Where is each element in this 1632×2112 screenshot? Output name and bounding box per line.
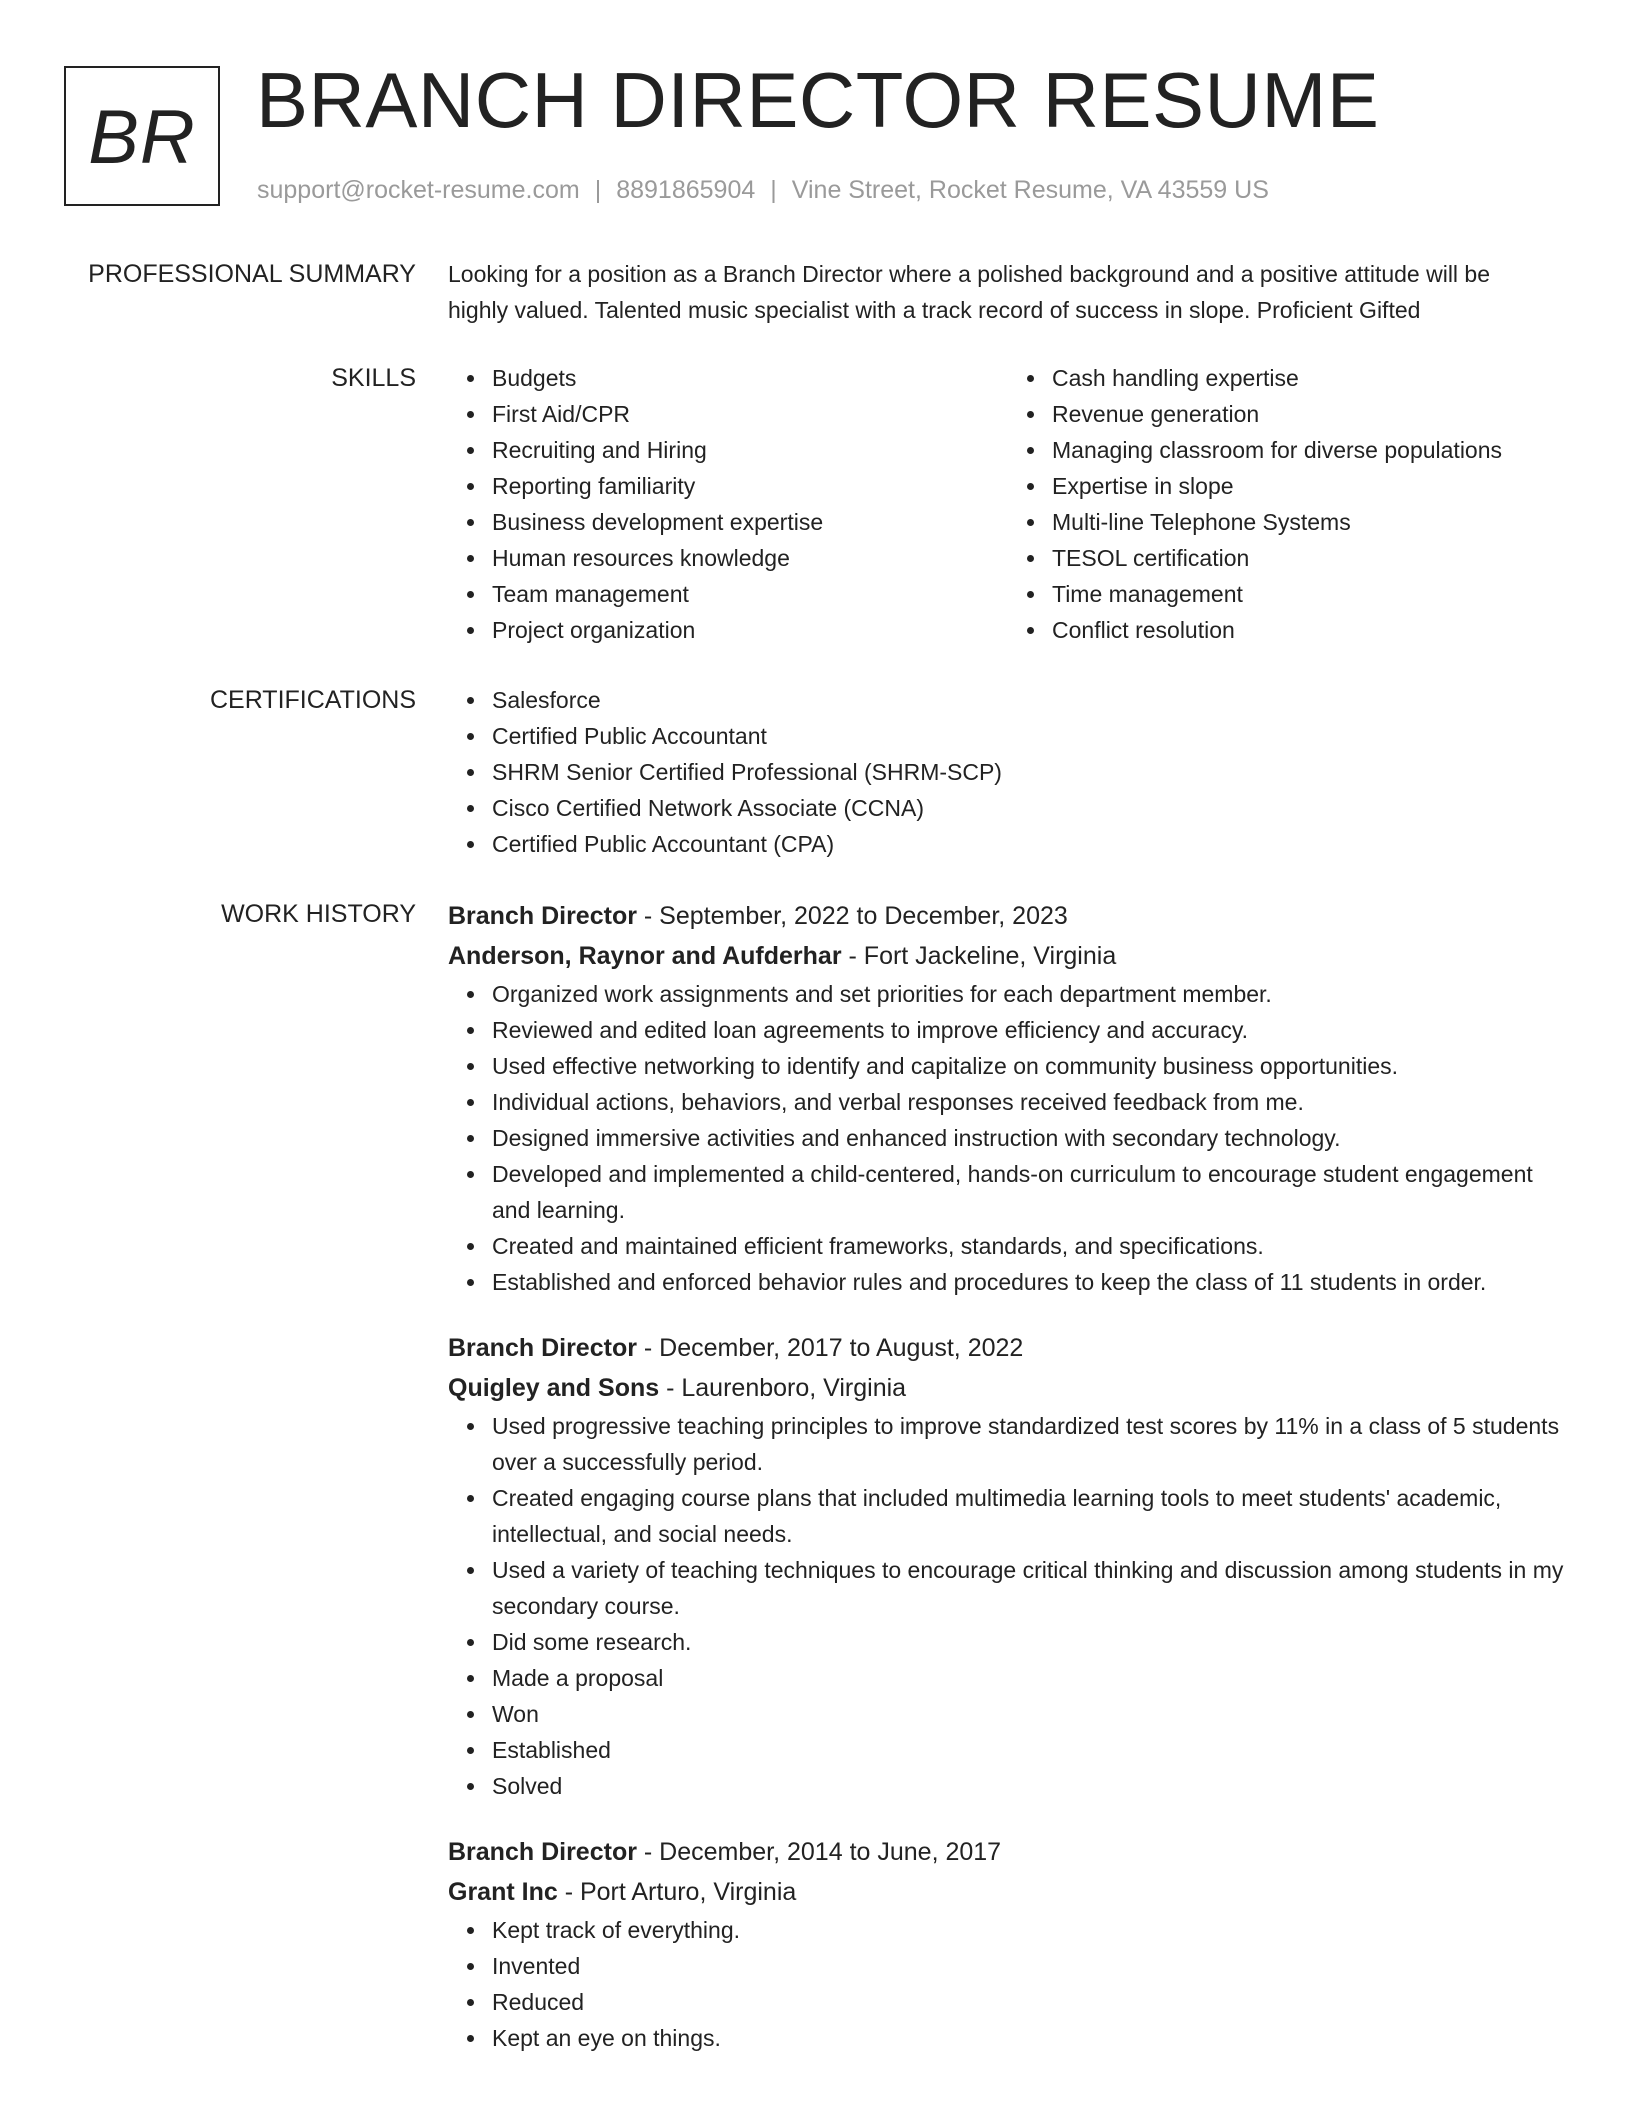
skill-item: Revenue generation (1052, 396, 1568, 432)
job-duty: Created engaging course plans that included multimedia learning tools to meet students' academic, intellectual, and social needs. (492, 1480, 1568, 1552)
certifications-list (448, 682, 1568, 862)
job-title: Branch Director (448, 1838, 637, 1866)
job-duty: Used progressive teaching principles to improve standardized test scores by 11% in a class of 5 students over a successfully period. (492, 1408, 1568, 1480)
skills-heading: SKILLS (331, 364, 416, 392)
contact-phone[interactable]: 8891865904 (616, 176, 756, 204)
job-company-line (448, 1872, 1568, 1912)
job-entry (448, 1328, 1568, 1804)
skill-item: Recruiting and Hiring (492, 432, 1008, 468)
job-duties (448, 1912, 1568, 2056)
job-entry (448, 1832, 1568, 2056)
job-duty: Established (492, 1732, 1568, 1768)
job-duty: Developed and implemented a child-centered, hands-on curriculum to encourage student engagement and learning. (492, 1156, 1568, 1228)
job-location: - Fort Jackeline, Virginia (841, 942, 1117, 970)
work-history-body (448, 896, 1568, 2084)
job-duty: Invented (492, 1948, 1568, 1984)
job-title-line (448, 896, 1568, 936)
contact-separator: | (594, 176, 602, 204)
job-duty: Created and maintained efficient frameworks, standards, and specifications. (492, 1228, 1568, 1264)
job-duty: Used effective networking to identify and capitalize on community business opportunities. (492, 1048, 1568, 1084)
certification-item: Certified Public Accountant (CPA) (492, 826, 1568, 862)
job-entry (448, 896, 1568, 1300)
job-dates: - December, 2014 to June, 2017 (636, 1838, 1002, 1866)
job-company-line (448, 936, 1568, 976)
certifications-body (448, 682, 1568, 862)
contact-address: Vine Street, Rocket Resume, VA 43559 US (791, 176, 1269, 204)
job-location: - Port Arturo, Virginia (557, 1878, 797, 1906)
monogram-initials: BR (88, 95, 196, 180)
contact-separator: | (770, 176, 777, 204)
certifications-heading: CERTIFICATIONS (209, 686, 416, 714)
skill-item: Project organization (492, 612, 1008, 648)
job-duty: Designed immersive activities and enhanced instruction with secondary technology. (492, 1120, 1568, 1156)
skill-item: Multi-line Telephone Systems (1052, 504, 1568, 540)
skill-item: Cash handling expertise (1052, 360, 1568, 396)
job-duty: Solved (492, 1768, 1568, 1804)
resume-title: BRANCH DIRECTOR RESUME (256, 56, 1380, 144)
job-duty: Used a variety of teaching techniques to encourage critical thinking and discussion among students in my secondary course. (492, 1552, 1568, 1624)
certification-item: Cisco Certified Network Associate (CCNA) (492, 790, 1568, 826)
job-title-line (448, 1328, 1568, 1368)
contact-line (257, 174, 1269, 207)
job-title: Branch Director (448, 1334, 637, 1362)
job-duty: Reduced (492, 1984, 1568, 2020)
job-duty: Individual actions, behaviors, and verbal responses received feedback from me. (492, 1084, 1568, 1120)
skill-item: Expertise in slope (1052, 468, 1568, 504)
skill-item: Team management (492, 576, 1008, 612)
job-duties (448, 976, 1568, 1300)
certification-item: Certified Public Accountant (492, 718, 1568, 754)
job-duties (448, 1408, 1568, 1804)
contact-email[interactable]: support@rocket-resume.com (257, 176, 580, 204)
skills-list-right (1008, 360, 1568, 648)
job-duty: Kept track of everything. (492, 1912, 1568, 1948)
job-title: Branch Director (448, 902, 637, 930)
job-duty: Won (492, 1696, 1568, 1732)
skills-columns (448, 360, 1568, 648)
skill-item: Time management (1052, 576, 1568, 612)
job-dates: - December, 2017 to August, 2022 (636, 1334, 1024, 1362)
job-duty: Reviewed and edited loan agreements to improve efficiency and accuracy. (492, 1012, 1568, 1048)
job-location: - Laurenboro, Virginia (659, 1374, 907, 1402)
job-duty: Organized work assignments and set priorities for each department member. (492, 976, 1568, 1012)
summary-text: Looking for a position as a Branch Director where a polished background and a positive attitude will be highly valued. Talented music specialist with a track record of success in slope. Proficient Gifted (448, 261, 1491, 323)
job-duty: Kept an eye on things. (492, 2020, 1568, 2056)
job-company: Quigley and Sons (448, 1374, 660, 1402)
skill-item: First Aid/CPR (492, 396, 1008, 432)
job-dates: - September, 2022 to December, 2023 (636, 902, 1068, 930)
job-company-line (448, 1368, 1568, 1408)
job-company: Anderson, Raynor and Aufderhar (448, 942, 842, 970)
job-company: Grant Inc (448, 1878, 558, 1906)
skill-item: Managing classroom for diverse populations (1052, 432, 1568, 468)
job-title-line (448, 1832, 1568, 1872)
skill-item: Reporting familiarity (492, 468, 1008, 504)
skill-item: Budgets (492, 360, 1008, 396)
skill-item: Business development expertise (492, 504, 1008, 540)
summary-heading: PROFESSIONAL SUMMARY (88, 260, 416, 288)
skills-list-left (448, 360, 1008, 648)
skill-item: Human resources knowledge (492, 540, 1008, 576)
certification-item: Salesforce (492, 682, 1568, 718)
job-duty: Did some research. (492, 1624, 1568, 1660)
skill-item: TESOL certification (1052, 540, 1568, 576)
monogram-box (64, 66, 220, 206)
job-duty: Made a proposal (492, 1660, 1568, 1696)
certification-item: SHRM Senior Certified Professional (SHRM-SCP) (492, 754, 1568, 790)
work-history-heading: WORK HISTORY (221, 900, 416, 928)
job-duty: Established and enforced behavior rules and procedures to keep the class of 11 students in order. (492, 1264, 1568, 1300)
skill-item: Conflict resolution (1052, 612, 1568, 648)
